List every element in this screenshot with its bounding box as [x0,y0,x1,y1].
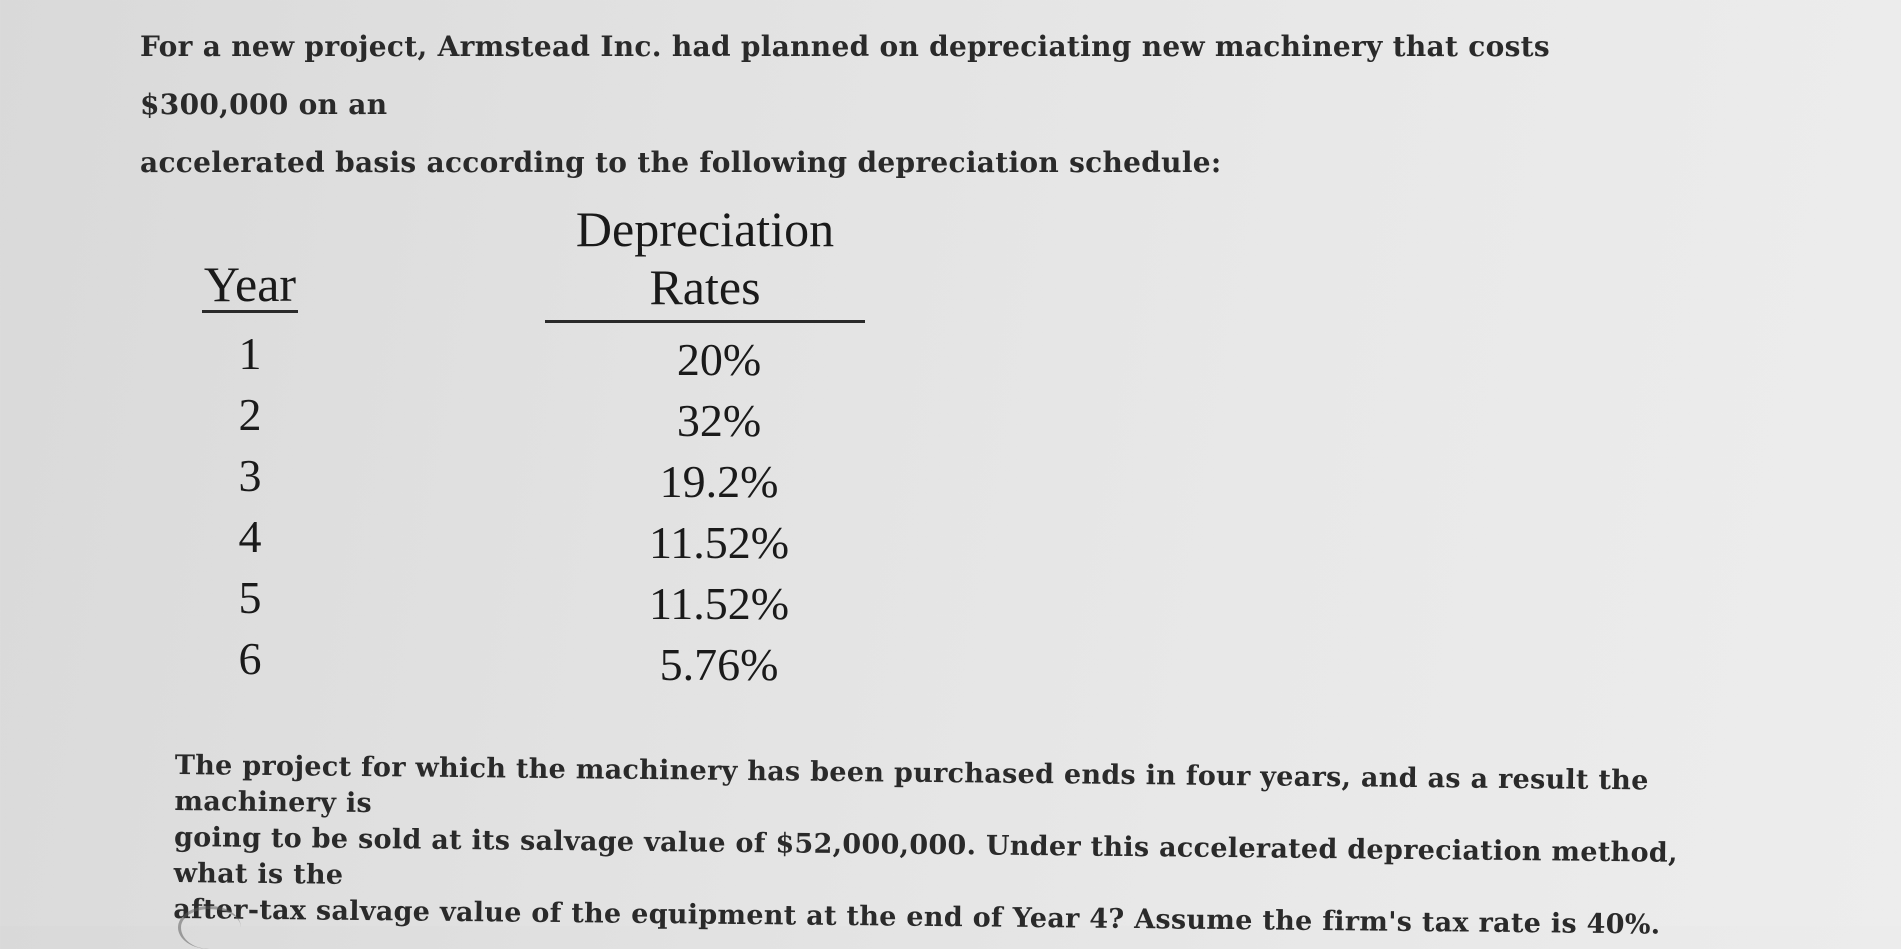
year-column [195,255,305,689]
rate-header-line-2: Rates [649,259,761,315]
rate-cell: 11.52% [648,517,790,568]
question-line-3: after-tax salvage value of the equipment at the end of Year 4? Assume the firm's tax rate is 40%. [173,893,1661,941]
year-cell: 4 [238,511,262,562]
rate-header [545,200,865,323]
rate-cell: 19.2% [659,456,779,507]
question-line-2: going to be sold at its salvage value of $52,000,000. Under this accelerated depreciation method, what is the [173,821,1678,891]
year-cell: 5 [238,572,262,623]
rate-cells [545,329,865,695]
question-paragraph [173,748,1715,944]
rate-header-line-1: Depreciation [575,201,835,257]
question-line-1: The project for which the machinery has been purchased ends in four years, and as a result the machinery is [174,749,1649,820]
year-header: Year [203,256,297,312]
year-cell: 2 [238,389,262,440]
year-cell: 1 [238,328,262,379]
intro-paragraph [140,18,1700,192]
intro-line-2: accelerated basis according to the following depreciation schedule: [140,146,1222,179]
rate-cell: 32% [676,395,762,446]
year-cell: 3 [238,450,262,501]
intro-line-1: For a new project, Armstead Inc. had planned on depreciating new machinery that costs $300,000 on an [140,30,1550,121]
rate-column [545,200,865,695]
year-cell: 6 [238,633,262,684]
rate-cell: 11.52% [648,578,790,629]
radio-option-partial[interactable] [178,906,241,949]
rate-cell: 5.76% [659,639,779,690]
rate-cell: 20% [676,334,762,385]
year-cells [195,323,305,689]
